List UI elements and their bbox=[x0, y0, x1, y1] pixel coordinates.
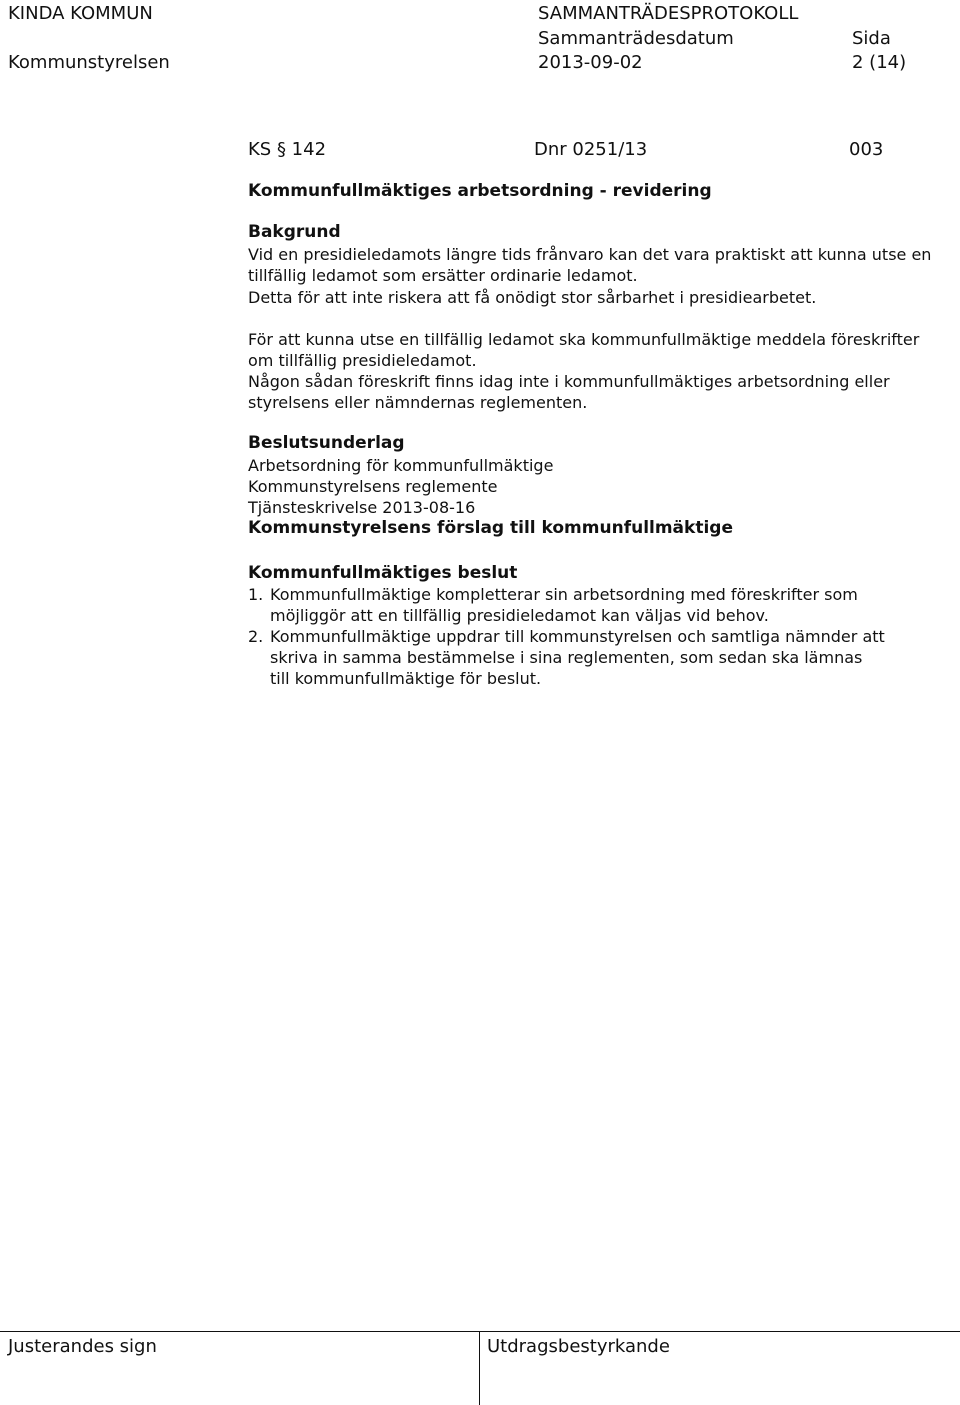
doc-type: SAMMANTRÄDESPROTOKOLL bbox=[538, 3, 799, 24]
background-line: Detta för att inte riskera att få onödigt stor sårbarhet i presidiearbetet. bbox=[248, 288, 817, 307]
background-line: Någon sådan föreskrift finns idag inte i kommunfullmäktiges arbetsordning eller bbox=[248, 372, 890, 391]
org-name: KINDA KOMMUN bbox=[8, 3, 153, 24]
footer-divider bbox=[479, 1332, 480, 1405]
decision-item-number: 2. bbox=[248, 627, 264, 646]
decision-item-line: möjliggör att en tillfällig presidieledamot kan väljas vid behov. bbox=[270, 606, 769, 625]
page-number: 2 (14) bbox=[852, 52, 907, 73]
meeting-date: 2013-09-02 bbox=[538, 52, 643, 73]
body-name: Kommunstyrelsen bbox=[8, 52, 170, 73]
decision-item-line: Kommunfullmäktige uppdrar till kommunstyrelsen och samtliga nämnder att bbox=[270, 627, 885, 646]
page-label: Sida bbox=[852, 28, 891, 49]
basis-item: Kommunstyrelsens reglemente bbox=[248, 477, 498, 496]
basis-heading: Beslutsunderlag bbox=[248, 433, 405, 453]
case-code: 003 bbox=[849, 139, 884, 160]
basis-item: Arbetsordning för kommunfullmäktige bbox=[248, 456, 554, 475]
decision-item-line: Kommunfullmäktige kompletterar sin arbetsordning med föreskrifter som bbox=[270, 585, 858, 604]
signature-footer bbox=[0, 1331, 960, 1404]
justerandes-sign-label: Justerandes sign bbox=[8, 1336, 157, 1357]
utdragsbestyrkande-label: Utdragsbestyrkande bbox=[487, 1336, 670, 1357]
background-line: Vid en presidieledamots längre tids frånvaro kan det vara praktiskt att kunna utse en bbox=[248, 245, 932, 264]
background-line: styrelsens eller nämndernas reglementen. bbox=[248, 393, 588, 412]
background-line: tillfällig ledamot som ersätter ordinarie ledamot. bbox=[248, 266, 638, 285]
decision-item-line: till kommunfullmäktige för beslut. bbox=[270, 669, 542, 688]
case-dnr: Dnr 0251/13 bbox=[534, 139, 648, 160]
proposal-heading: Kommunstyrelsens förslag till kommunfullmäktige bbox=[248, 518, 733, 538]
background-line: För att kunna utse en tillfällig ledamot ska kommunfullmäktige meddela föreskrifter bbox=[248, 330, 920, 349]
date-label: Sammanträdesdatum bbox=[538, 28, 734, 49]
case-title: Kommunfullmäktiges arbetsordning - revidering bbox=[248, 181, 712, 201]
background-line: om tillfällig presidieledamot. bbox=[248, 351, 477, 370]
decision-item bbox=[248, 626, 948, 689]
background-heading: Bakgrund bbox=[248, 222, 341, 242]
decision-item-number: 1. bbox=[248, 585, 264, 604]
decision-item bbox=[248, 584, 948, 626]
decision-heading: Kommunfullmäktiges beslut bbox=[248, 563, 518, 583]
case-ks: KS § 142 bbox=[248, 139, 327, 160]
basis-item: Tjänsteskrivelse 2013-08-16 bbox=[248, 498, 476, 517]
decision-item-line: skriva in samma bestämmelse i sina reglementen, som sedan ska lämnas bbox=[270, 648, 863, 667]
